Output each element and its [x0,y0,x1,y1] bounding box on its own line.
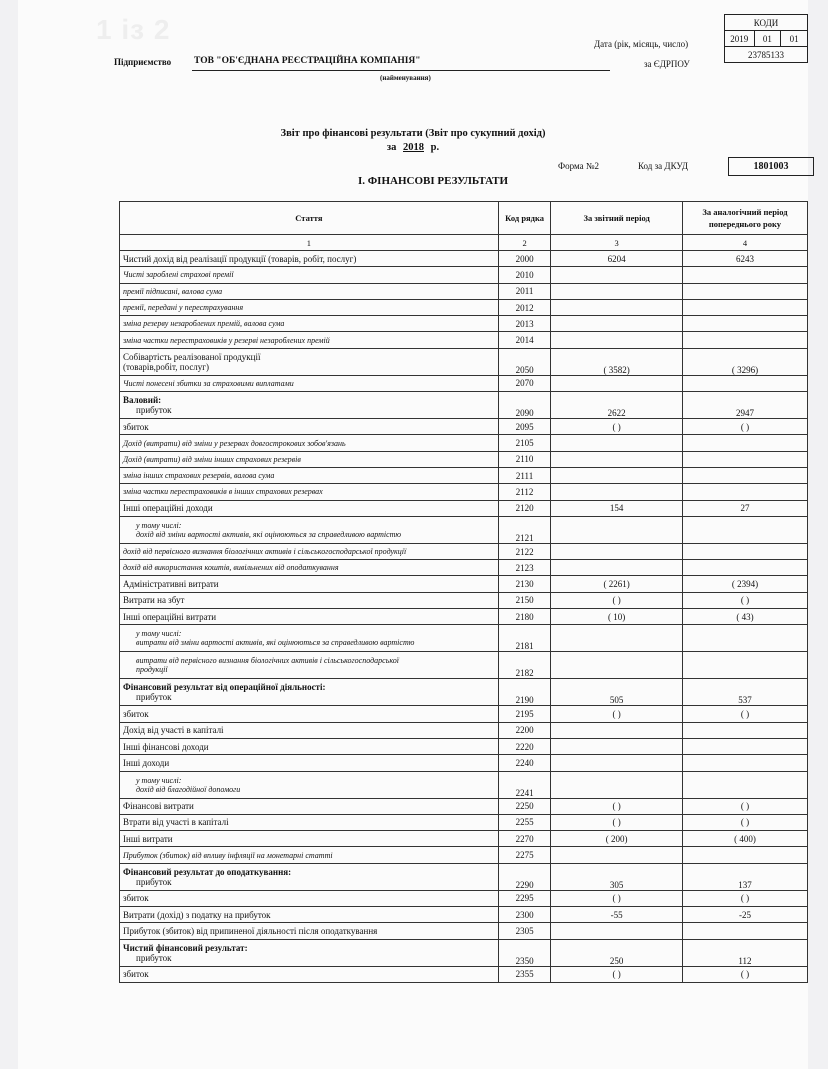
financial-results-table [119,201,808,983]
row-current-value: ( ) [551,966,683,982]
table-row [120,451,808,467]
dkud-label: Код за ДКУД [638,161,688,171]
row-previous-value: ( ) [682,706,807,722]
row-code: 2270 [498,831,551,847]
table-row [120,375,808,391]
form-label: Форма №2 [558,161,599,171]
row-code: 2105 [498,435,551,451]
row-label [120,543,499,559]
row-label-subtext: прибуток [136,876,172,887]
row-code: 2190 [498,679,551,706]
row-label [120,332,499,348]
header-previous: За аналогічний період попереднього року [682,202,807,235]
row-previous-value: ( ) [682,798,807,814]
row-code: 2220 [498,738,551,754]
row-previous-value [682,283,807,299]
table-row [120,890,808,906]
period-suffix: р. [430,142,440,153]
edrpou-code: 23785133 [725,47,808,63]
name-caption: (найменування) [380,74,431,82]
row-code: 2123 [498,560,551,576]
row-label-text: Інші операційні доходи [123,503,213,514]
enterprise-label: Підприємство [114,57,172,67]
date-year: 2019 [725,31,755,47]
row-code: 2240 [498,755,551,771]
row-previous-value [682,299,807,315]
report-title: Звіт про фінансові результати (Звіт про сукупний дохід) [280,128,546,139]
table-row [120,798,808,814]
row-label-text: дохід від первісного визнання біологічних активів і сільськогосподарської продукції [123,547,407,556]
row-label [120,755,499,771]
row-label-text: Прибуток (збиток) від впливу інфляції на монетарні статті [123,850,333,860]
row-label [120,484,499,500]
row-label [120,890,499,906]
row-previous-value: ( ) [682,890,807,906]
row-label-text: Інші доходи [123,757,170,768]
row-current-value [551,435,683,451]
header-num-4: 4 [682,235,807,251]
table-row [120,814,808,830]
table-row [120,283,808,299]
row-current-value [551,923,683,939]
row-label-text: зміна інших страхових резервів, валова сума [123,471,275,481]
table-row [120,907,808,923]
page-indicator: 1 із 2 [96,14,171,45]
row-previous-value: ( ) [682,814,807,830]
row-label [120,609,499,625]
row-current-value: ( ) [551,419,683,435]
header-num-2: 2 [498,235,551,251]
row-code: 2010 [498,267,551,283]
row-current-value [551,316,683,332]
date-month: 01 [754,31,781,47]
row-label-subtext: дохід від благодійної допомоги [136,784,241,794]
row-previous-value [682,435,807,451]
row-label [120,966,499,982]
row-code: 2305 [498,923,551,939]
row-current-value: 6204 [551,251,683,267]
row-label-text: Витрати (дохід) з податку на прибуток [123,909,271,920]
row-previous-value: 537 [682,679,807,706]
table-row [120,771,808,798]
row-current-value: ( ) [551,592,683,608]
row-code: 2180 [498,609,551,625]
row-code: 2275 [498,847,551,863]
row-current-value [551,771,683,798]
row-previous-value [682,451,807,467]
row-current-value [551,451,683,467]
row-label [120,560,499,576]
dkud-code: 1801003 [728,157,814,176]
header-code: Код рядка [498,202,551,235]
row-code: 2111 [498,467,551,483]
row-label-text: витрати від первісного визнання біологічних активів і сільськогосподарської [136,656,399,666]
table-row [120,831,808,847]
row-code: 2090 [498,392,551,419]
header-article: Стаття [120,202,499,235]
row-current-value [551,484,683,500]
table-body [120,251,808,983]
row-current-value [551,332,683,348]
row-label-subtext: прибуток [136,692,172,703]
row-current-value [551,722,683,738]
table-row [120,706,808,722]
table-row [120,560,808,576]
row-previous-value [682,560,807,576]
row-code: 2121 [498,516,551,543]
row-label [120,722,499,738]
enterprise-name: ТОВ "ОБ'ЄДНАНА РЕЄСТРАЦІЙНА КОМПАНІЯ" [194,56,421,66]
row-code: 2130 [498,576,551,592]
row-current-value: 250 [551,939,683,966]
header-num-1: 1 [120,235,499,251]
row-current-value: ( ) [551,890,683,906]
row-label [120,451,499,467]
row-current-value: ( 2261) [551,576,683,592]
row-label [120,798,499,814]
row-label [120,316,499,332]
row-label [120,283,499,299]
row-previous-value [682,332,807,348]
row-label-text: Чисті зароблені страхові премії [123,270,234,280]
row-label [120,516,499,543]
table-row [120,863,808,890]
row-previous-value: 6243 [682,251,807,267]
row-label [120,847,499,863]
table-row [120,332,808,348]
row-code: 2120 [498,500,551,516]
row-previous-value [682,722,807,738]
table-row [120,966,808,982]
row-previous-value [682,923,807,939]
row-code: 2013 [498,316,551,332]
table-row [120,939,808,966]
row-previous-value [682,543,807,559]
row-current-value: 505 [551,679,683,706]
row-code: 2014 [498,332,551,348]
row-label-subtext: прибуток [136,952,172,963]
row-current-value [551,543,683,559]
row-current-value [551,467,683,483]
header-num-3: 3 [551,235,683,251]
row-current-value: ( 3582) [551,348,683,375]
row-label-text: Собівартість реалізованої продукції [123,351,261,362]
row-code: 2200 [498,722,551,738]
row-code: 2290 [498,863,551,890]
row-label-text: Фінансовий результат від операційної діяльності: [123,682,326,693]
row-previous-value [682,847,807,863]
enterprise-underline [192,70,610,71]
row-previous-value [682,738,807,754]
row-label-text: Чистий дохід від реалізації продукції (товарів, робіт, послуг) [123,253,357,264]
table-row [120,267,808,283]
table-row [120,299,808,315]
row-code: 2050 [498,348,551,375]
row-code: 2250 [498,798,551,814]
row-label [120,706,499,722]
row-previous-value: ( 400) [682,831,807,847]
row-label-text: Адміністративні витрати [123,579,219,590]
table-row [120,435,808,451]
table-row [120,419,808,435]
date-label: Дата (рік, місяць, число) [594,39,689,49]
row-label-text: Фінансовий результат до оподаткування: [123,866,292,877]
row-label [120,375,499,391]
row-label-text: Інші операційні витрати [123,611,217,622]
table-row [120,923,808,939]
row-code: 2110 [498,451,551,467]
row-label [120,267,499,283]
row-code: 2255 [498,814,551,830]
row-current-value [551,516,683,543]
row-current-value: 305 [551,863,683,890]
row-label [120,831,499,847]
row-label-text: Дохід (витрати) від зміни інших страхових резервів [123,454,301,464]
row-previous-value: -25 [682,907,807,923]
row-previous-value: ( 3296) [682,348,807,375]
codes-table [724,14,808,63]
row-previous-value [682,771,807,798]
row-code: 2300 [498,907,551,923]
section-title: І. ФІНАНСОВІ РЕЗУЛЬТАТИ [357,175,509,187]
table-row [120,722,808,738]
row-label-text: премії, передані у перестрахування [123,303,244,313]
row-label-subtext: дохід від зміни вартості активів, які оцінюються за справедливою вартістю [136,529,402,539]
row-label-text: Валовий: [123,395,162,406]
row-previous-value: 137 [682,863,807,890]
row-label [120,467,499,483]
period-prefix: за [386,142,397,153]
row-label-text: у тому числі: [136,520,182,530]
report-year: 2018 [403,142,424,153]
table-row [120,500,808,516]
row-current-value [551,847,683,863]
row-previous-value: ( ) [682,966,807,982]
row-code: 2355 [498,966,551,982]
table-row [120,609,808,625]
row-label-text: Дохід (витрати) від зміни у резервах довгострокових зобов'язань [123,438,346,448]
document-page [18,0,808,1069]
row-label [120,251,499,267]
row-label-text: збиток [123,708,149,719]
row-label-text: Інші витрати [123,833,173,844]
row-label [120,738,499,754]
row-current-value [551,755,683,771]
row-label [120,923,499,939]
table-row [120,576,808,592]
row-code: 2350 [498,939,551,966]
row-current-value [551,283,683,299]
row-label [120,814,499,830]
row-label [120,392,499,419]
row-label [120,625,499,652]
row-code: 2095 [498,419,551,435]
table-row [120,392,808,419]
row-code: 2000 [498,251,551,267]
table-row [120,679,808,706]
row-current-value [551,375,683,391]
row-label-text: Чистий фінансовий результат: [123,942,248,953]
row-label-text: збиток [123,421,149,432]
row-label-text: збиток [123,893,149,904]
row-code: 2070 [498,375,551,391]
report-period [18,142,808,153]
row-label [120,419,499,435]
row-previous-value: ( 43) [682,609,807,625]
row-label-text: Фінансові витрати [123,801,194,812]
row-code: 2150 [498,592,551,608]
row-current-value: ( ) [551,798,683,814]
row-label-text: Дохід від участі в капіталі [123,725,224,736]
table-row [120,467,808,483]
row-previous-value [682,316,807,332]
row-label-text: Прибуток (збиток) від припиненої діяльності після оподаткування [123,925,378,936]
row-current-value: -55 [551,907,683,923]
row-label-text: Втрати від участі в капіталі [123,817,229,828]
row-label-text: зміна частки перестраховиків в інших страхових резервах [123,487,323,497]
row-code: 2112 [498,484,551,500]
row-label-text: Витрати на збут [123,595,185,606]
row-label [120,576,499,592]
row-code: 2182 [498,652,551,679]
edrpou-label: за ЄДРПОУ [644,59,690,69]
row-code: 2012 [498,299,551,315]
date-day: 01 [781,31,808,47]
row-current-value [551,267,683,283]
codes-title: КОДИ [725,15,808,31]
row-label-text: у тому числі: [136,629,182,639]
row-current-value: 154 [551,500,683,516]
header-current: За звітний період [551,202,683,235]
row-previous-value: 2947 [682,392,807,419]
table-row [120,543,808,559]
row-label-text: у тому числі: [136,775,182,785]
table-row [120,625,808,652]
row-previous-value [682,484,807,500]
table-row [120,316,808,332]
table-row [120,652,808,679]
row-label-text: Чисті понесені збитки за страховими виплатами [123,378,294,388]
row-code: 2241 [498,771,551,798]
row-label-text: дохід від використання коштів, вивільнених від оподаткування [123,563,339,573]
row-previous-value [682,516,807,543]
table-row [120,348,808,375]
row-previous-value [682,625,807,652]
table-row [120,484,808,500]
row-label [120,771,499,798]
row-current-value: ( ) [551,706,683,722]
row-current-value [551,738,683,754]
row-code: 2122 [498,543,551,559]
row-label [120,679,499,706]
table-row [120,847,808,863]
row-label-subtext: (товарів,робіт, послуг) [123,361,209,372]
row-label-text: премії підписані, валова сума [123,286,223,296]
row-label [120,299,499,315]
row-previous-value: 27 [682,500,807,516]
row-previous-value: ( 2394) [682,576,807,592]
row-current-value: ( 200) [551,831,683,847]
table-row [120,251,808,267]
row-previous-value [682,652,807,679]
row-previous-value: ( ) [682,592,807,608]
row-previous-value [682,755,807,771]
row-code: 2011 [498,283,551,299]
row-current-value: ( 10) [551,609,683,625]
table-row [120,592,808,608]
table-row [120,516,808,543]
row-current-value [551,625,683,652]
row-label-subtext: витрати від зміни вартості активів, які оцінюються за справедливою вартістю [136,638,415,648]
table-row [120,738,808,754]
row-label-text: збиток [123,969,149,980]
row-current-value [551,652,683,679]
row-current-value: ( ) [551,814,683,830]
row-label [120,863,499,890]
row-label [120,907,499,923]
row-label-text: зміна резерву незароблених премій, валова сума [123,319,285,329]
row-current-value [551,560,683,576]
row-current-value: 2622 [551,392,683,419]
row-previous-value: 112 [682,939,807,966]
row-label [120,652,499,679]
row-previous-value [682,467,807,483]
row-current-value [551,299,683,315]
row-previous-value: ( ) [682,419,807,435]
row-label-subtext: прибуток [136,405,172,416]
row-previous-value [682,375,807,391]
row-previous-value [682,267,807,283]
row-code: 2195 [498,706,551,722]
row-label [120,435,499,451]
row-label [120,348,499,375]
row-label [120,500,499,516]
row-label [120,592,499,608]
row-code: 2295 [498,890,551,906]
row-label-subtext: продукції [136,665,168,675]
row-label-text: Інші фінансові доходи [123,741,209,752]
row-label [120,939,499,966]
row-code: 2181 [498,625,551,652]
table-row [120,755,808,771]
row-label-text: зміна частки перестраховиків у резерві незароблених премій [123,335,330,345]
